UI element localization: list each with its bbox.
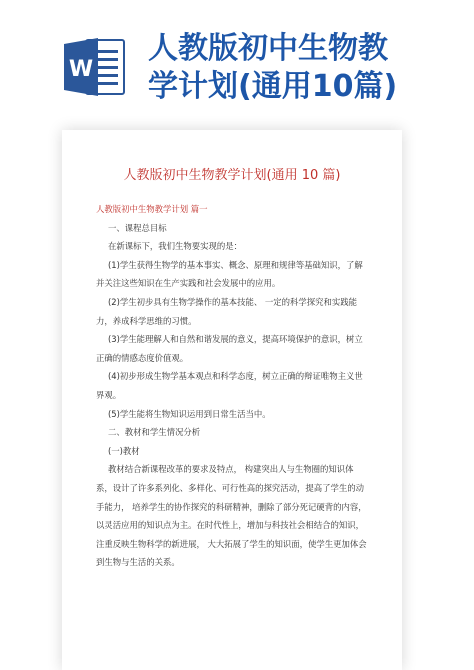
body-line: 教材结合新课程改革的要求及特点， 构建突出人与生物圈的知识体	[108, 464, 354, 475]
body-line: 正确的情感态度价值观。	[96, 352, 189, 363]
body-line: 手能力， 培养学生的协作探究的科研精神，删除了部分死记硬背的内容，	[96, 501, 367, 512]
body-line: 并关注这些知识在生产实践和社会发展中的应用。	[96, 278, 281, 289]
body-line: 注重反映生物科学的新进展， 大大拓展了学生的知识面，使学生更加体会	[96, 538, 367, 549]
document-title: 人教版初中生物教学计划(通用 10 篇)	[123, 168, 341, 183]
body-line: 以灵活应用的知识点为主。在时代性上，增加与科技社会相结合的知识，	[96, 520, 364, 531]
document-subtitle: 人教版初中生物教学计划 篇一	[96, 204, 208, 214]
page-title-line-2: 学计划(通用10篇)	[148, 69, 398, 104]
body-line: (3)学生能理解人和自然和谐发展的意义，提高环境保护的意识，树立	[108, 334, 363, 345]
page-title	[148, 30, 468, 106]
body-line: 一、课程总目标	[108, 222, 167, 233]
body-line: 力，养成科学思维的习惯。	[96, 315, 197, 326]
word-document-icon	[64, 34, 126, 100]
body-line: 到生物与生活的关系。	[96, 557, 180, 568]
body-line: 在新课标下，我们生物要实现的是：	[108, 241, 242, 252]
document-body	[96, 200, 378, 572]
body-line: (4)初步形成生物学基本观点和科学态度，树立正确的辩证唯物主义世	[108, 371, 363, 382]
body-line: 界观。	[96, 389, 122, 400]
body-line: 系，设计了许多系列化、多样化、可行性高的探究活动，提高了学生的动	[96, 482, 364, 493]
word-icon-letter: W	[68, 57, 94, 82]
body-line: (5)学生能将生物知识运用到日常生活当中。	[108, 408, 271, 419]
document-page	[62, 130, 402, 670]
body-line: (2)学生初步具有生物学操作的基本技能、 一定的科学探究和实践能	[108, 296, 358, 307]
page-title-line-1: 人教版初中生物教	[148, 31, 388, 66]
body-line: 二、教材和学生情况分析	[108, 427, 201, 438]
body-line: (1)学生获得生物学的基本事实、概念、原理和规律等基础知识，了解	[108, 259, 363, 270]
body-line: (一)教材	[108, 445, 140, 456]
header	[0, 0, 474, 120]
